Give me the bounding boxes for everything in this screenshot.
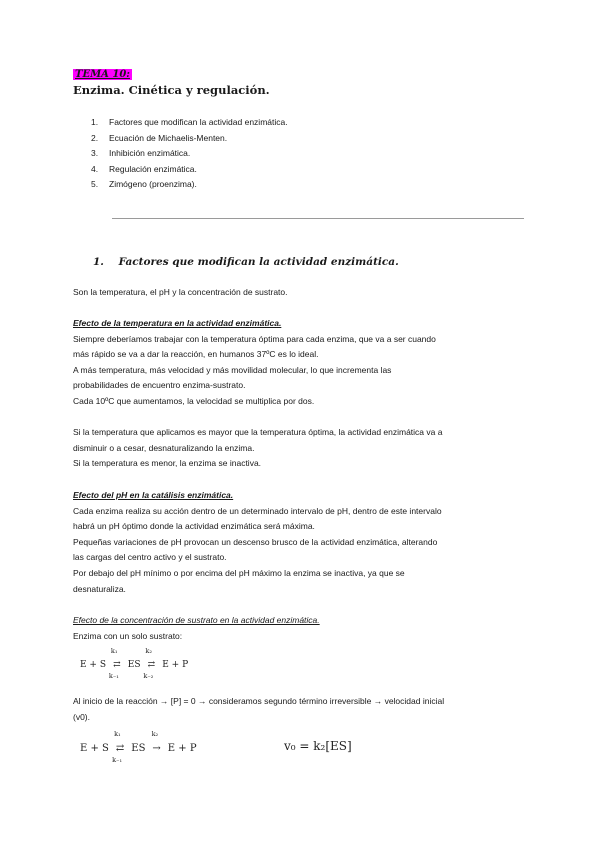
initial-velocity-equation: v₀ = k₂[ES] (284, 739, 352, 753)
paragraph-line: Al inicio de la reacción → [P] = 0 → consideramos segundo término irreversible → velocidad inicial (73, 696, 445, 706)
rate-constant: k₋₁ (108, 672, 119, 680)
toc-label: Regulación enzimática. (109, 163, 197, 174)
tema-label: TEMA 10: (75, 69, 130, 80)
toc-item (91, 148, 288, 164)
rate-constant: k₁ (114, 730, 121, 738)
initial-velocity-text (73, 694, 533, 725)
rate-constant: k₋₁ (112, 756, 123, 764)
rate-constant: k₂ (145, 647, 152, 655)
paragraph-line: Cada enzima realiza su acción dentro de un determinado intervalo de pH, dentro de este intervalo (73, 505, 442, 516)
subheading-temperature: Efecto de la temperatura en la actividad enzimática. (73, 318, 282, 328)
subheading-substrate: Efecto de la concentración de sustrato en la actividad enzimática. (73, 615, 320, 625)
toc-label: Zimógeno (proenzima). (109, 179, 197, 189)
rate-constant: k₋₂ (143, 672, 154, 680)
paragraph-line: (v0). (73, 711, 90, 722)
paragraph-line: Enzima con un solo sustrato: (73, 630, 183, 641)
toc-number: 3. (91, 148, 99, 158)
paragraph-line: Por debajo del pH mínimo o por encima del pH máximo la enzima se inactiva, ya que se (73, 567, 405, 578)
equilibrium-arrow: ⇄ k₁ k₋₁ (112, 730, 125, 764)
toc-number: 2. (91, 132, 99, 143)
temperature-block-2 (73, 425, 533, 472)
rate-constant: k₂ (151, 730, 159, 738)
temperature-block (73, 316, 533, 410)
divider (112, 218, 524, 219)
section-intro: Son la temperatura, el pH y la concentración de sustrato. (73, 287, 288, 297)
eq-term: E + P (167, 743, 197, 754)
equilibrium-arrow: ⇄ k₂ k₋₂ (143, 647, 156, 680)
ph-block (73, 488, 533, 597)
subheading-ph: Efecto del pH en la catálisis enzimática. (73, 490, 234, 500)
paragraph-line: Pequeñas variaciones de pH provocan un descenso brusco de la actividad enzimática, alterando (73, 536, 438, 547)
toc-label: Inhibición enzimática. (109, 148, 191, 158)
eq-term: ES (127, 660, 141, 670)
section-heading: 1. Factores que modifican la actividad enzimática. (93, 256, 399, 268)
eq-term: E + P (162, 660, 189, 670)
equilibrium-arrow: ⇄ k₁ k₋₁ (108, 647, 121, 680)
rate-constant: k₁ (110, 647, 118, 655)
paragraph-line: Siempre deberíamos trabajar con la temperatura óptima para cada enzima, que va a ser cuando (73, 333, 436, 344)
toc-item (91, 133, 288, 149)
paragraph-line: disminuir o a cesar, desnaturalizando la enzima. (73, 442, 255, 453)
table-of-contents (91, 117, 288, 195)
toc-number: 5. (91, 179, 99, 189)
toc-label: Factores que modifican la actividad enzimática. (109, 117, 288, 127)
toc-item (91, 117, 288, 133)
irreversible-arrow: → k₂ (151, 730, 161, 754)
substrate-block (73, 613, 533, 644)
paragraph-line: habrá un pH óptimo donde la actividad enzimática será máxima. (73, 521, 315, 532)
paragraph-line: A más temperatura, más velocidad y más movilidad molecular, lo que incrementa las (73, 364, 392, 375)
toc-item (91, 179, 288, 195)
toc-number: 4. (91, 163, 99, 174)
equation-reversible (80, 647, 189, 680)
paragraph-line: Si la temperatura es menor, la enzima se inactiva. (73, 458, 262, 469)
toc-label: Ecuación de Michaelis-Menten. (109, 132, 228, 143)
paragraph-line: más rápido se va a dar la reacción, en humanos 37ºC es lo ideal. (73, 349, 319, 360)
paragraph-line: Si la temperatura que aplicamos es mayor que la temperatura óptima, la actividad enzimática va a (73, 427, 443, 437)
toc-number: 1. (91, 117, 99, 127)
paragraph-line: probabilidades de encuentro enzima-sustrato. (73, 380, 246, 391)
paragraph-line: desnaturaliza. (73, 583, 126, 594)
page-title: Enzima. Cinética y regulación. (73, 83, 270, 97)
toc-item (91, 164, 288, 180)
paragraph-line: Cada 10ºC que aumentamos, la velocidad se multiplica por dos. (73, 395, 315, 406)
equation-irreversible (80, 730, 197, 764)
eq-term: ES (131, 743, 146, 754)
paragraph-line: las cargas del centro activo y el sustrato. (73, 552, 227, 563)
eq-term: E + S (80, 660, 106, 670)
eq-term: E + S (80, 743, 109, 754)
